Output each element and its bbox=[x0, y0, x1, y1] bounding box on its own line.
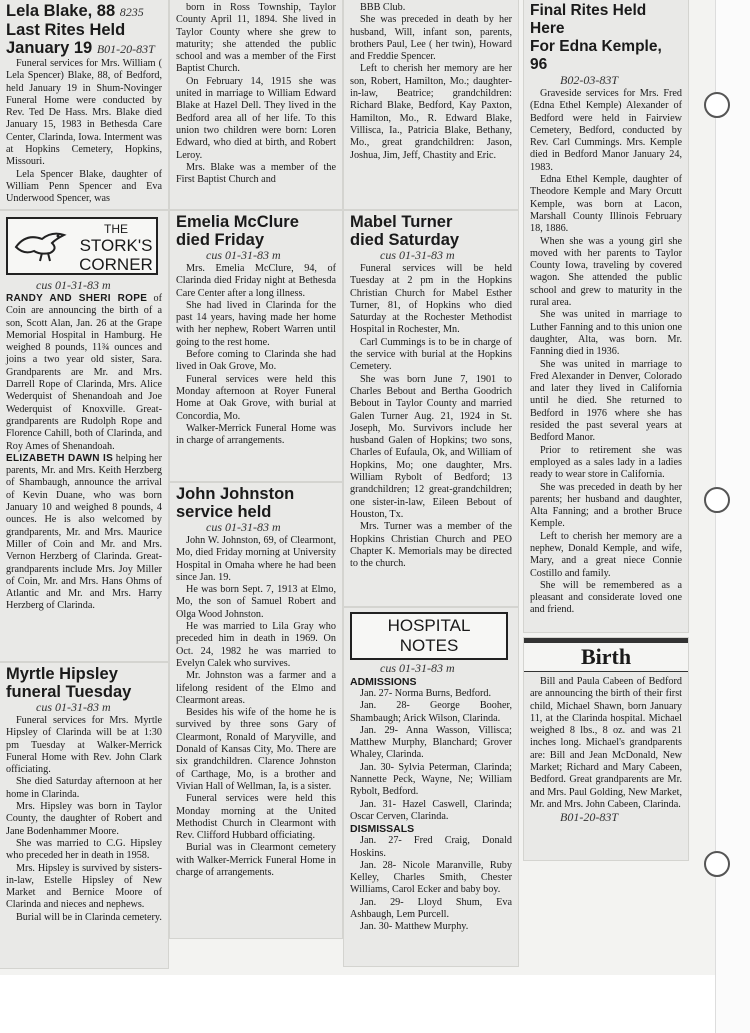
edna-paragraph: She will be remembered as a pleasant and considerate loved one and friend. bbox=[530, 579, 682, 616]
edna-paragraph: Graveside services for Mrs. Fred (Edna Ethel Kemple) Alexander of Bedford were held in Fairview Cemetery, Bedford, conducted by Rev. Carl Cummings. Mrs. Kemple died in Bedford Manor January 24, 1983. bbox=[530, 88, 682, 173]
lela-cont2-paragraph: She was preceded in death by her husband, Will, infant son, parents, brothers Paul, Lee ( her twin), Howard and Freddie Spencer. bbox=[350, 14, 512, 63]
lela-cont-paragraph: On February 14, 1915 she was united in marriage to William Edward Blake at Hazel Dell. They lived in the Bedford area all of her life. To this union two children were born: Loren Edward, who died at birth, and Robert Leroy. bbox=[176, 75, 336, 161]
lela-handwritten-note: B01-20-83T bbox=[96, 42, 155, 56]
lela-cont2-paragraph: Left to cherish her memory are her son, Robert, Hamilton, Mo.; daughter-in-law, Beatrice; grandchildren: Richard Blake, Bedford, Kay Paxton, Hamilton, Mo., R. Edward Blake, Villisca, Ia., Patricia Blake, Bethany, Mo., great grandchildren: Jason, Joshua, Jim, Jeff, Chastity and Eric. bbox=[350, 63, 512, 161]
lela-headline-1: Lela Blake, 88 bbox=[6, 2, 116, 20]
emelia-paragraph: Funeral services were held this Monday afternoon at Royer Funeral Home at Oak Grove, with burial at Concordia, Mo. bbox=[176, 373, 336, 422]
myrtle-handwritten-note: cus 01-31-83 m bbox=[36, 700, 111, 714]
storks-title-line3: CORNER bbox=[79, 255, 153, 274]
admission-entry: Jan. 29- Anna Wasson, Villisca; Matthew Murphy, Blanchard; Grover Whaley, Clarinda. bbox=[350, 724, 512, 761]
lela-paragraph: Lela Spencer Blake, daughter of William Penn Spencer and Eva Underwood Spencer, was bbox=[6, 168, 162, 205]
dismissal-entry: Jan. 29- Lloyd Shum, Eva Ashbaugh, Lem Purcell. bbox=[350, 896, 512, 921]
punch-hole-top bbox=[704, 92, 730, 118]
storks-title-line2: STORK'S bbox=[79, 236, 153, 255]
dismissal-entry: Jan. 30- Matthew Murphy. bbox=[360, 921, 469, 933]
clipping-emelia-mcclure bbox=[170, 211, 342, 481]
admissions-label: ADMISSIONS bbox=[350, 676, 417, 688]
storks-handwritten-note: cus 01-31-83 m bbox=[36, 278, 111, 292]
storks-item-name: ELIZABETH DAWN IS bbox=[6, 452, 114, 464]
mabel-paragraph: Funeral services will be held Tuesday at 2 pm in the Hopkins Christian Church for Mabel Esther Turner, 81, of Hopkins who died Saturday at the Rochester Methodist Hospital in Rochester, Mn. bbox=[350, 263, 512, 336]
clipping-lela-blake-cont bbox=[170, 0, 342, 209]
stork-icon bbox=[12, 225, 68, 265]
myrtle-paragraph: Mrs. Hipsley was born in Taylor County, the daughter of Robert and Jane Bodenhammer Moore. bbox=[6, 801, 162, 837]
mabel-paragraph: Mrs. Turner was a member of the Hopkins Christian Church and PEO Chapter K. Memorials may be directed to the church. bbox=[350, 521, 512, 570]
mabel-headline-1: Mabel Turner bbox=[350, 213, 453, 231]
john-paragraph: John W. Johnston, 69, of Clearmont, Mo, died Friday morning at University Hospital in Omaha where he had been since Jan. 19. bbox=[176, 535, 336, 583]
dismissal-entry: Jan. 27- Fred Craig, Donald Hoskins. bbox=[350, 835, 512, 859]
binder-strip bbox=[715, 0, 750, 1033]
myrtle-paragraph: She died Saturday afternoon at her home in Clarinda. bbox=[6, 776, 162, 800]
birth-text: Bill and Paula Cabeen of Bedford are announcing the birth of their first child, Michael Shawn, born January 11, at the Clarinda hospital. Michael weighed 8 lbs., 8 oz. and was 21 inches long. Michael's grandparents are: Bill and Jean McDonald, New Market; Richard and Mary Cabeen, Bedford. Great grandparents are Mr. and Mrs. Paul Golding, New Market, Mr. and Mrs. John Cabeen, Clarinda. bbox=[530, 676, 682, 810]
admission-entry: Jan. 30- Sylvia Peterman, Clarinda; Nannette Peck, Wayne, Ne; William Rybolt, Bedford. bbox=[350, 761, 512, 798]
hospital-notes-title-box bbox=[350, 612, 508, 660]
admission-entry: Jan. 28- George Booher, Shambaugh; Arick Wilson, Clarinda. bbox=[350, 700, 512, 724]
lela-cont-paragraph: Mrs. Blake was a member of the First Baptist Church and bbox=[176, 161, 336, 186]
john-paragraph: Burial was in Clearmont cemetery with Walker-Merrick Funeral Home in charge of arrangements. bbox=[176, 842, 336, 879]
punch-hole-middle bbox=[704, 487, 730, 513]
edna-handwritten-note: B02-03-83T bbox=[560, 73, 618, 87]
clipping-john-johnston bbox=[170, 483, 342, 938]
john-handwritten-note: cus 01-31-83 m bbox=[206, 520, 281, 534]
edna-paragraph: Edna Ethel Kemple, daughter of Theodore Kemple and Mary Orcutt Kemple, was born at Lacon, Marshall County Illinois February 18, 1886. bbox=[530, 174, 682, 235]
john-headline-1: John Johnston bbox=[176, 485, 295, 503]
lela-paragraph: Funeral services for Mrs. William ( Lela Spencer) Blake, 88, of Bedford, held January 19 in Shum-Novinger Funeral Home were conducted by Rev. Ted De Hass. Mrs. Blake died January 15, 1983 in Bethesda Care Center, Clarinda, Iowa. Interment was at Hopkins Cemetery, Hopkins, Missouri. bbox=[6, 58, 162, 168]
edna-paragraph: She was preceded in death by her parents; her husband and daughter, Alta Fanning; and a brother Bruce Kemple. bbox=[530, 481, 682, 530]
lela-headline-2: Last Rites Held bbox=[6, 21, 126, 39]
myrtle-headline-2: funeral Tuesday bbox=[6, 683, 132, 701]
dismissals-label: DISMISSALS bbox=[350, 823, 415, 836]
clipping-lela-blake bbox=[0, 0, 168, 209]
storks-item-text: of Coin are announcing the birth of a son, Scott Alan, Jan. 26 at the Grape Memorial Hospital in Hamburg. He weighed 8 pounds, 11¾ ounces and joins a two year old sister, Sara. Grandparents are Mr. and Mrs. Darrell Rope of Clarinda, Mrs. Alice Wederquist of Shenandoah and Joe Wederquist of Knoxville. Great-grandparents are Rudolph Rope and Florence Cahill, both of Clarinda, and Roy Ames of Shenandoah. bbox=[6, 293, 163, 452]
edna-paragraph: When she was a young girl she moved with her parents to Taylor County Iowa, traveling by covered wagon. She attended the public school and grew to maturity in the rural area. bbox=[530, 235, 682, 309]
edna-headline-1: Final Rites Held Here bbox=[530, 2, 647, 37]
hospital-title-line1: HOSPITAL bbox=[387, 616, 471, 635]
clipping-mabel-turner bbox=[344, 211, 518, 606]
clipping-storks-corner bbox=[0, 211, 168, 661]
storks-title-line1: THE bbox=[104, 222, 128, 236]
emelia-paragraph: Mrs. Emelia McClure, 94, of Clarinda died Friday night at Bethesda Care Center after a long illness. bbox=[176, 263, 336, 299]
lela-headline-note: 8235 bbox=[119, 5, 144, 19]
john-paragraph: Besides his wife of the home he is survived by three sons Gary of Clearmont, Ronald of Maryville, and Donald of Kansas City, Mo. There are six grandchildren. Clarence Johnston of Carthage, Mo, is a brother and Vivian Hall of Wellman, Ia, is a sister. bbox=[176, 707, 336, 792]
lela-cont-paragraph: born in Ross Township, Taylor County April 11, 1894. She lived in Taylor County where she grew to maturity; she attended the public school and was a member of the First Baptist Church. bbox=[176, 2, 336, 75]
myrtle-paragraph: Mrs. Hipsley is survived by sisters-in-law, Estelle Hipsley of New Market and Bernice Moore of Clarinda and nieces and nephews. bbox=[6, 862, 162, 911]
storks-corner-title-box bbox=[6, 217, 158, 275]
clipping-hospital-notes bbox=[344, 608, 518, 966]
myrtle-paragraph: Funeral services for Mrs. Myrtle Hipsley of Clarinda will be at 1:30 pm Tuesday at Walker-Merrick Funeral Home with Rev. John Clark officiating. bbox=[6, 715, 162, 776]
punch-hole-bottom bbox=[704, 851, 730, 877]
john-paragraph: Mr. Johnston was a farmer and a lifelong resident of the Elmo and Clearmont areas. bbox=[176, 670, 336, 706]
emelia-paragraph: She had lived in Clarinda for the past 14 years, having made her home with her nephew, Robert Warren until going to the rest home. bbox=[176, 299, 336, 348]
storks-item-text: helping her parents, Mr. and Mrs. Keith Herzberg of Shambaugh, announce the arrival of Kevin Duane, who was born January 10 and weighed 8 pounds, 4 ounces. He is also welcomed by grandparents, Mr. and Mrs. Maurice Miller of Coin and Mr. and Mrs. Vernon Herzberg of Clarinda. Great-grandparents include Mrs. Joy Miller of Coin, Mr. and Mrs. Hans Ohms of Atlantic and Mr. and Mrs. Harry Herzberg of Clarinda. bbox=[6, 452, 162, 612]
dismissal-entry: Jan. 28- Nicole Maranville, Ruby Kelley, Charles Smith, Chester Williams, Carol Ecker and baby boy. bbox=[350, 859, 512, 896]
emelia-paragraph: Before coming to Clarinda she had lived in Oak Grove, Mo. bbox=[176, 349, 336, 373]
lela-cont2-paragraph: BBB Club. bbox=[360, 2, 406, 13]
admission-entry: Jan. 27- Norma Burns, Bedford. bbox=[360, 688, 491, 699]
john-paragraph: He was married to Lila Gray who preceded him in death in 1969. On Oct. 24, 1982 he was married to Evelyn Calek who survives. bbox=[176, 621, 336, 669]
hospital-handwritten-note: cus 01-31-83 m bbox=[380, 661, 455, 675]
mabel-paragraph: She was born June 7, 1901 to Charles Bebout and Bertha Goodrich Bebout in Taylor County and married Galen Turner Aug. 21, 1924 in St. Joseph, Mo. Survivors include her husband Galen of Hopkins; two sons, Charles of Eufaula, Ok, and William of Hopkins, Mo; one daughter, Mrs. William Rybolt of Bedford; 13 grandchildren; 12 great-grandchildren; one sister-in-law, Eileen Bebout of Houston, Tx. bbox=[350, 373, 512, 520]
clipping-edna-kemple bbox=[524, 0, 688, 632]
birth-title: Birth bbox=[524, 638, 688, 672]
edna-paragraph: She was united in marriage to Luther Fanning and to this union one daughter, Alta, was born. Mr. Fanning died in 1936. bbox=[530, 309, 682, 358]
clipping-myrtle-hipsley bbox=[0, 663, 168, 968]
lela-headline-3: January 19 bbox=[6, 39, 93, 57]
myrtle-paragraph: Burial will be in Clarinda cemetery. bbox=[16, 911, 162, 923]
mabel-headline-2: died Saturday bbox=[350, 231, 460, 249]
admission-entry: Jan. 31- Hazel Caswell, Clarinda; Oscar Cerven, Clarinda. bbox=[350, 798, 512, 822]
clipping-lela-blake-cont2 bbox=[344, 0, 518, 209]
emelia-handwritten-note: cus 01-31-83 m bbox=[206, 248, 281, 262]
mabel-paragraph: Carl Cummings is to be in charge of the service with burial at the Hopkins Cemetery. bbox=[350, 336, 512, 373]
edna-headline-2: For Edna Kemple, 96 bbox=[530, 38, 662, 73]
myrtle-paragraph: She was married to C.G. Hipsley who preceded her in death in 1958. bbox=[6, 837, 162, 862]
edna-paragraph: Prior to retirement she was employed as a sales lady in a ladies ready to wear store in California. bbox=[530, 444, 682, 481]
birth-handwritten-note: B01-20-83T bbox=[560, 810, 618, 825]
john-paragraph: Funeral services were held this Monday morning at the United Methodist Church in Clearmont with Rev. Clifford Hubbard officiating. bbox=[176, 793, 336, 842]
emelia-paragraph: Walker-Merrick Funeral Home was in charge of arrangements. bbox=[176, 422, 336, 447]
hospital-title-line2: NOTES bbox=[399, 636, 459, 655]
john-headline-2: service held bbox=[176, 503, 272, 521]
mabel-handwritten-note: cus 01-31-83 m bbox=[380, 248, 455, 262]
edna-paragraph: She was united in marriage to Fred Alexander in Denver, Colorado and later they lived in California until he died. She returned to Bedford in 1976 where she has resided the past several years at Bedford Manor. bbox=[530, 358, 682, 444]
emelia-headline-2: died Friday bbox=[176, 231, 265, 249]
emelia-headline-1: Emelia McClure bbox=[176, 213, 299, 231]
clipping-birth bbox=[524, 638, 688, 860]
storks-item-name: RANDY AND SHERI ROPE bbox=[6, 293, 148, 304]
john-paragraph: He was born Sept. 7, 1913 at Elmo, Mo, the son of Samuel Robert and Olga Wood Johnston. bbox=[176, 584, 336, 620]
edna-paragraph: Left to cherish her memory are a nephew, Donald Kemple, and wife, Mary, and a great niece Connie Costillo and family. bbox=[530, 530, 682, 579]
myrtle-headline-1: Myrtle Hipsley bbox=[6, 665, 118, 683]
